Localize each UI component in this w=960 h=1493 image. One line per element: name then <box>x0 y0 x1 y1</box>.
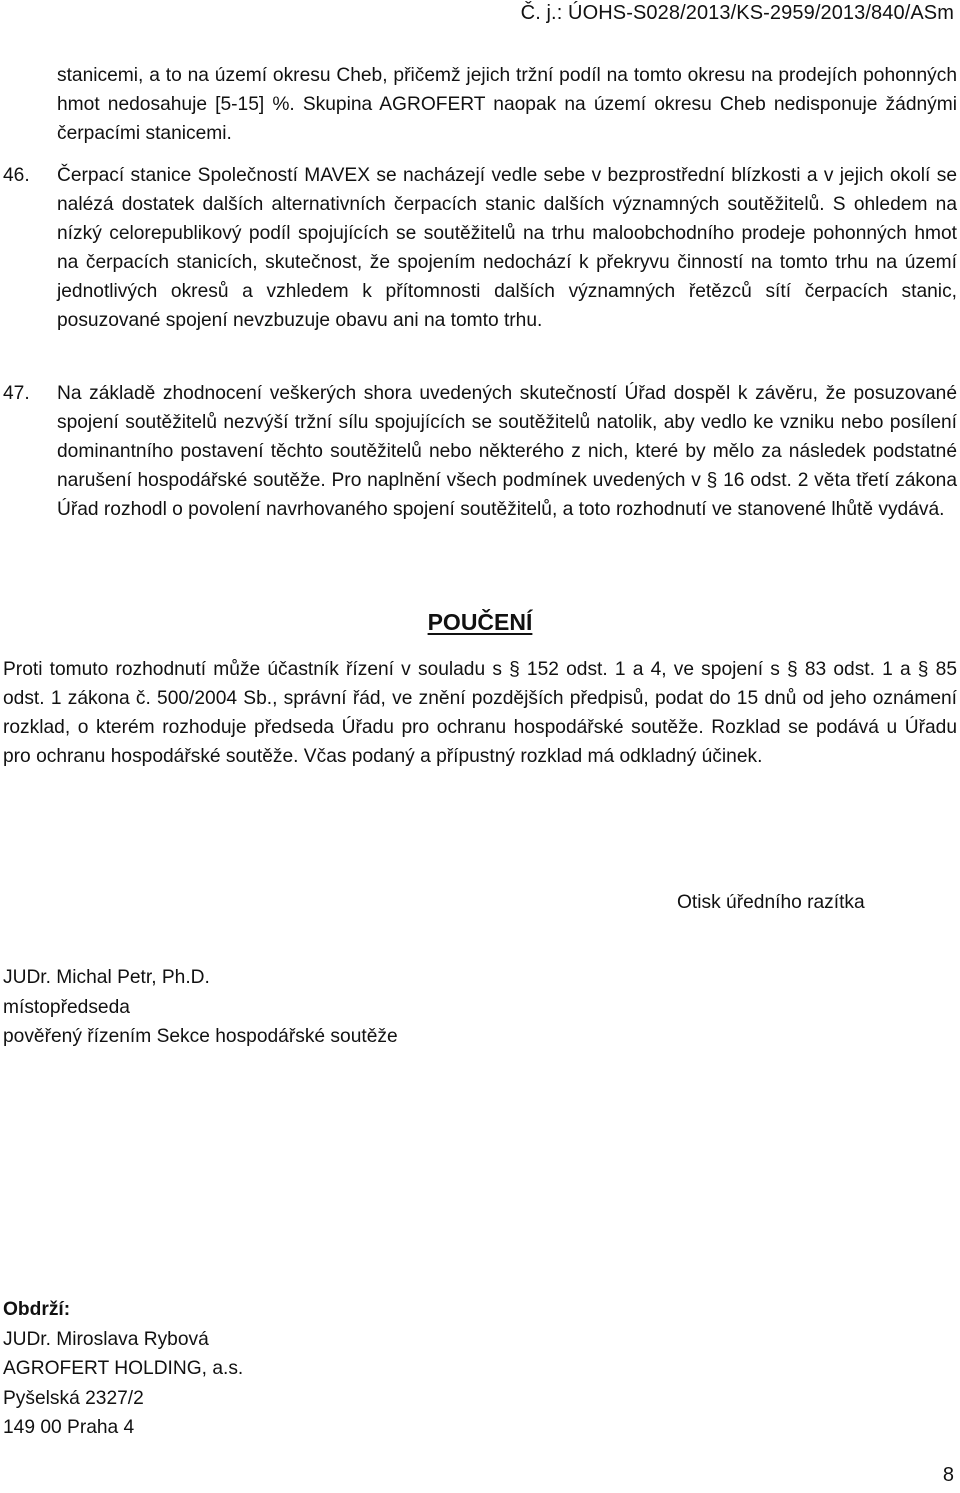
recipient-line: JUDr. Miroslava Rybová <box>3 1328 209 1350</box>
signatory-name: JUDr. Michal Petr, Ph.D. <box>3 967 210 988</box>
recipients-block <box>3 1295 243 1443</box>
recipient-line: Pyšelská 2327/2 <box>3 1387 144 1409</box>
continued-paragraph: stanicemi, a to na území okresu Cheb, přičemž jejich tržní podíl na tomto okresu na prodejích pohonných hmot nedosahuje [5-15] %. Skupina AGROFERT naopak na území okresu Cheb nedisponuje žádnými čerpacími stanicemi. <box>57 65 957 144</box>
page-number: 8 <box>942 1464 954 1486</box>
document-reference-number: Č. j.: ÚOHS-S028/2013/KS-2959/2013/840/ASm <box>520 2 954 24</box>
paragraph-46 <box>3 161 957 335</box>
paragraph-number: 47. <box>3 383 30 404</box>
paragraph-47 <box>3 379 957 524</box>
paragraph-number: 46. <box>3 165 30 186</box>
paragraph-text: Na základě zhodnocení veškerých shora uvedených skutečností Úřad dospěl k závěru, že posuzované spojení soutěžitelů nezvýší tržní sílu spojujících se soutěžitelů natolik, aby vedlo ke vzniku nebo posílení dominantního postavení těchto soutěžitelů nebo některého z nich, které by mělo za následek podstatné narušení hospodářské soutěže. Pro naplnění všech podmínek uvedených v § 16 odst. 2 věta třetí zákona Úřad rozhodl o povolení navrhovaného spojení soutěžitelů, a toto rozhodnutí ve stanovené lhůtě vydává. <box>57 383 957 520</box>
notice-heading: POUČENÍ <box>427 609 533 635</box>
official-stamp-placeholder: Otisk úředního razítka <box>677 892 865 913</box>
recipient-line: AGROFERT HOLDING, a.s. <box>3 1358 244 1379</box>
paragraph-text: Čerpací stanice Společností MAVEX se nacházejí vedle sebe v bezprostřední blízkosti a v jejich okolí se nalézá dostatek dalších alternativních čerpacích stanic dalších významných soutěžitelů. S ohledem na nízký celorepublikový podíl spojujících se soutěžitelů na trhu maloobchodního prodeje pohonných hmot na čerpacích stanicích, skutečnost, že spojením nedochází k překryvu činností na tomto trhu na území jednotlivých okresů a vzhledem k přítomnosti dalších významných řetězců sítí čerpacích stanic, posuzované spojení nevzbuzuje obavu ani na tomto trhu. <box>57 165 957 331</box>
recipient-line: 149 00 Praha 4 <box>3 1417 135 1438</box>
signatory-position: místopředseda <box>3 996 130 1018</box>
signature-block <box>3 963 398 1052</box>
signatory-role: pověřený řízením Sekce hospodářské soutěže <box>3 1026 398 1047</box>
recipients-title: Obdrží: <box>3 1299 71 1320</box>
notice-text: Proti tomuto rozhodnutí může účastník řízení v souladu s § 152 odst. 1 a 4, ve spojení s § 83 odst. 1 a § 85 odst. 1 zákona č. 500/2004 Sb., správní řád, ve znění pozdějších předpisů, podat do 15 dnů od jeho oznámení rozklad, o kterém rozhoduje předseda Úřadu pro ochranu hospodářské soutěže. Rozklad se podává u Úřadu pro ochranu hospodářské soutěže. Včas podaný a přípustný rozklad má odkladný účinek. <box>3 659 957 767</box>
